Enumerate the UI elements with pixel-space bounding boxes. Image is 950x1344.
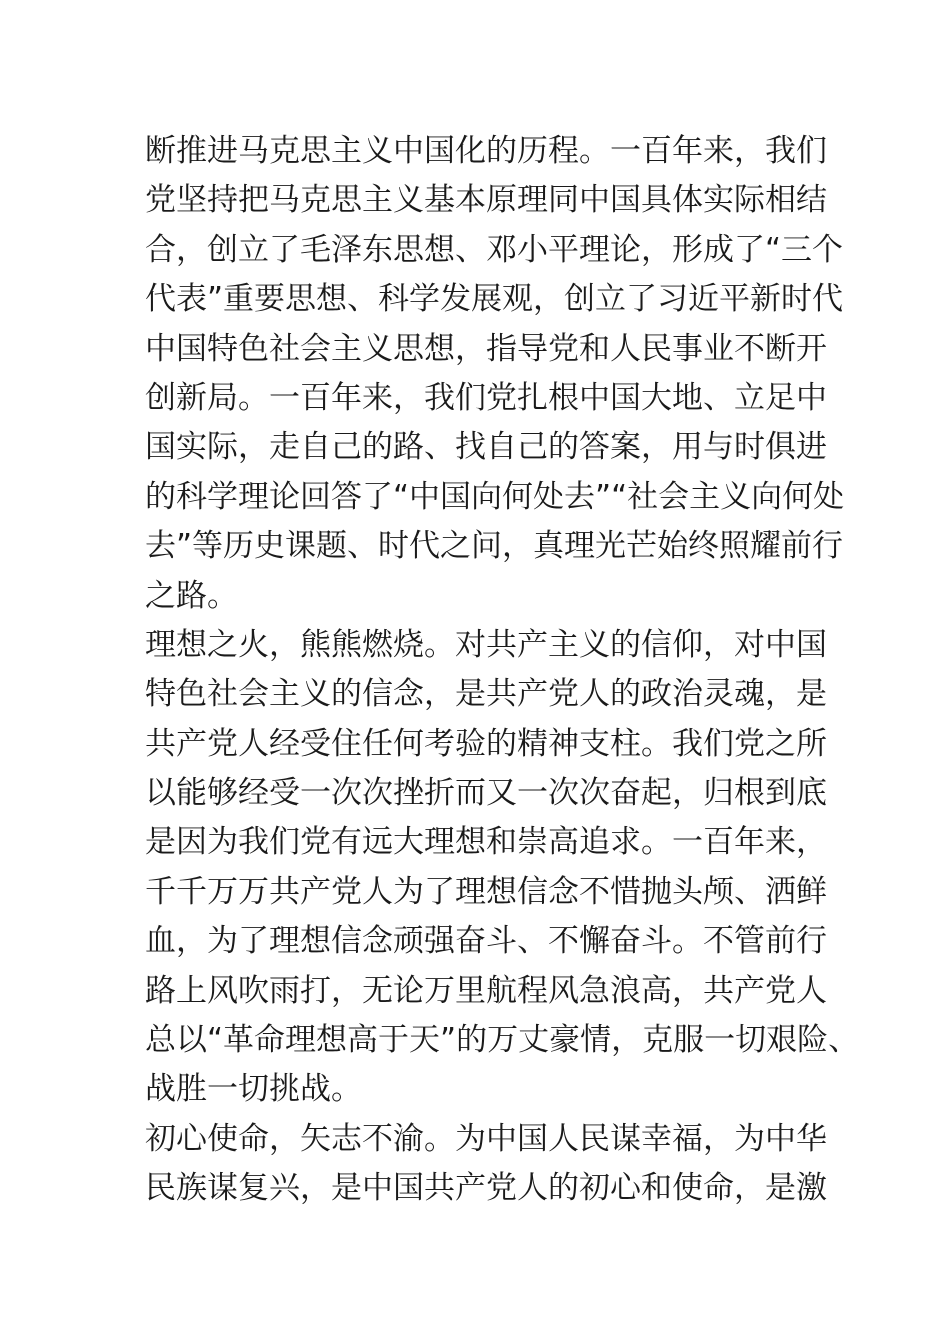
text-line: 是因为我们党有远大理想和崇高追求。一百年来， <box>145 824 827 861</box>
text-line: 总以“革命理想高于天”的万丈豪情，克服一切艰险、 <box>145 1022 860 1059</box>
text-line: 以能够经受一次次挫折而又一次次奋起，归根到底 <box>145 775 827 812</box>
text-line: 理想之火，熊熊燃烧。对共产主义的信仰，对中国 <box>145 626 827 663</box>
text-line: 千千万万共产党人为了理想信念不惜抛头颅、洒鲜 <box>145 873 827 910</box>
text-line: 战胜一切挑战。 <box>145 1071 362 1108</box>
text-line: 合，创立了毛泽东思想、邓小平理论，形成了“三个 <box>145 231 844 268</box>
text-line: 创新局。一百年来，我们党扎根中国大地、立足中 <box>145 379 827 416</box>
text-line: 代表”重要思想、科学发展观，创立了习近平新时代 <box>145 281 844 318</box>
text-line: 路上风吹雨打，无论万里航程风急浪高，共产党人 <box>145 972 827 1009</box>
text-line: 初心使命，矢志不渝。为中国人民谋幸福，为中华 <box>145 1120 827 1157</box>
text-line: 去”等历史课题、时代之问，真理光芒始终照耀前行 <box>145 528 844 565</box>
text-line: 特色社会主义的信念，是共产党人的政治灵魂，是 <box>145 676 827 713</box>
text-line: 民族谋复兴，是中国共产党人的初心和使命，是激 <box>145 1170 827 1207</box>
text-line: 的科学理论回答了“中国向何处去”“社会主义向何处 <box>145 478 845 515</box>
text-line: 断推进马克思主义中国化的历程。一百年来，我们 <box>145 133 827 169</box>
text-line: 党坚持把马克思主义基本原理同中国具体实际相结 <box>145 182 827 219</box>
document-body <box>145 127 860 1214</box>
text-line: 国实际，走自己的路、找自己的答案，用与时俱进 <box>145 429 827 466</box>
text-line: 之路。 <box>145 577 238 614</box>
text-line: 中国特色社会主义思想，指导党和人民事业不断开 <box>145 330 827 367</box>
text-line: 血，为了理想信念顽强奋斗、不懈奋斗。不管前行 <box>145 923 827 960</box>
text-line: 共产党人经受住任何考验的精神支柱。我们党之所 <box>145 725 827 762</box>
